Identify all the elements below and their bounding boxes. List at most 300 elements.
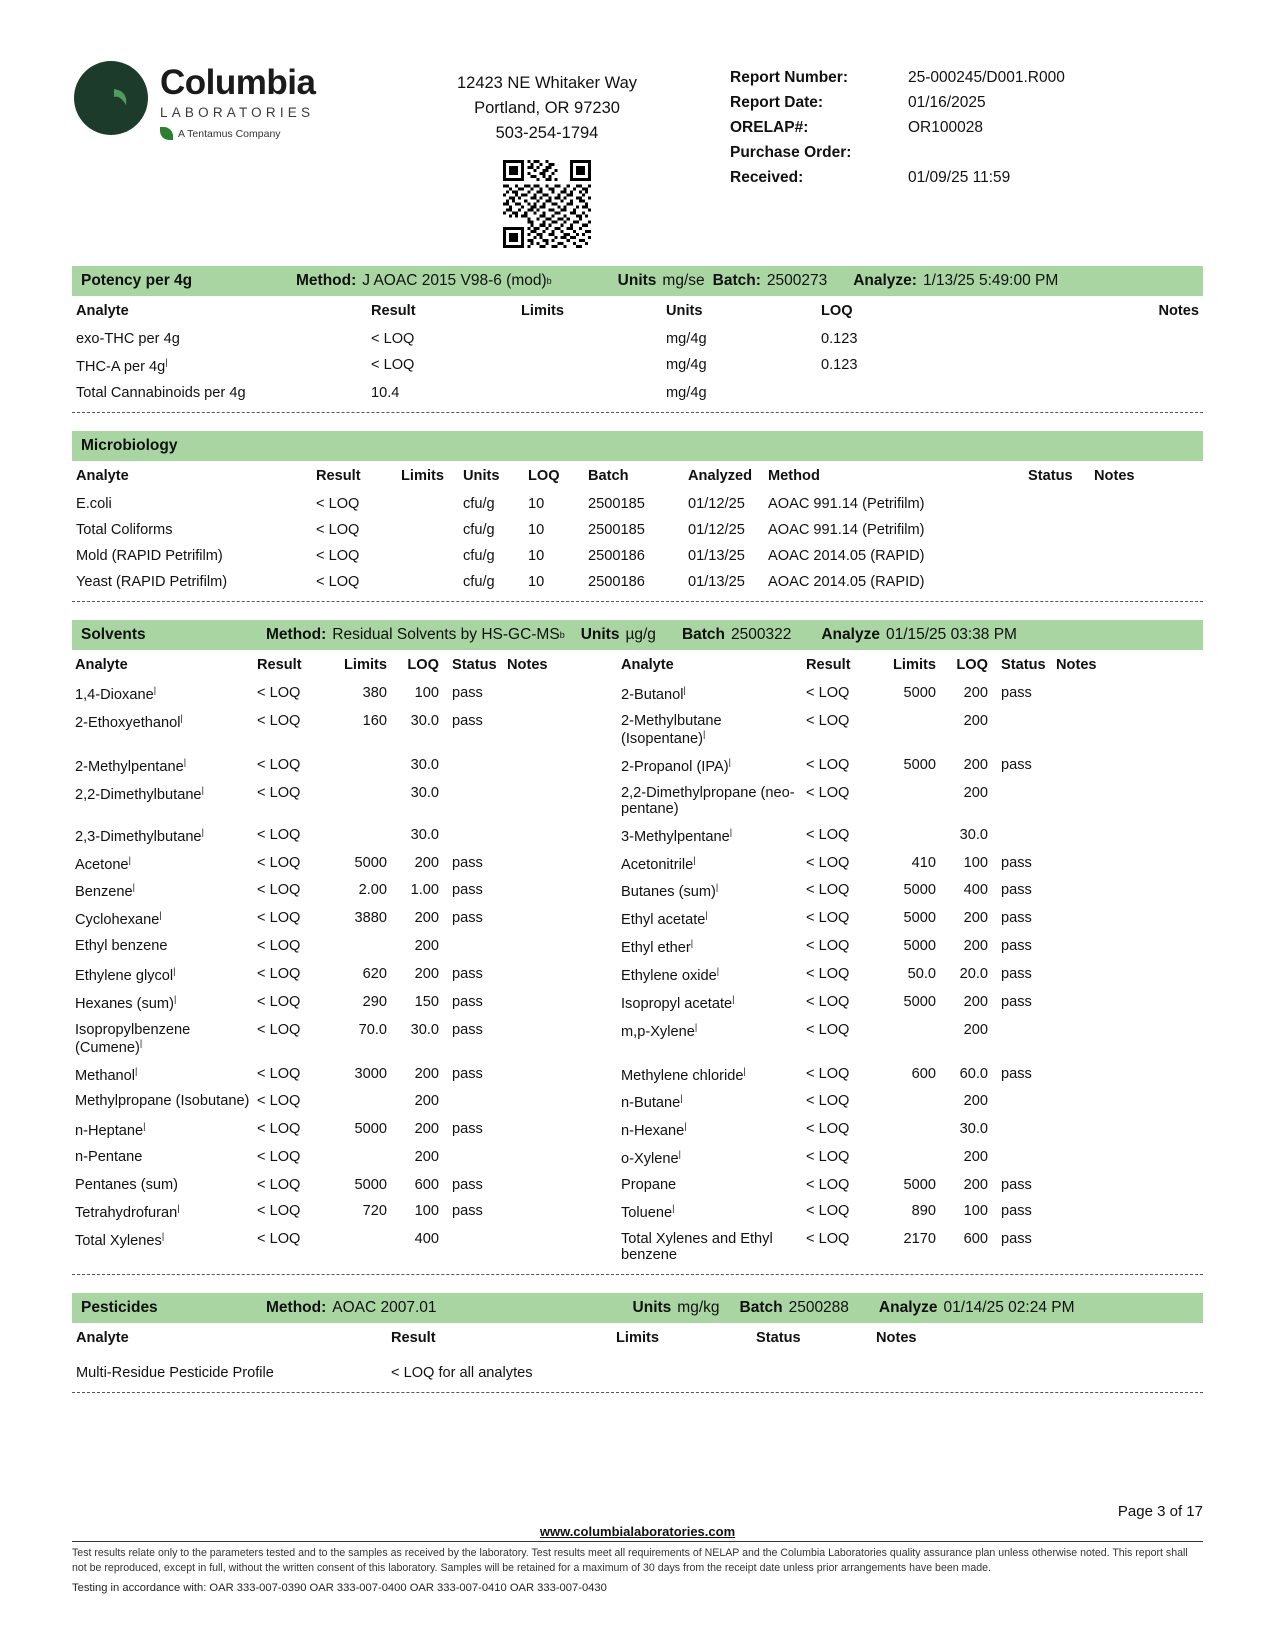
table-row: [72, 1061, 1203, 1089]
pesticides-units-label: Units: [632, 1298, 672, 1316]
micro-status: [1024, 543, 1090, 569]
solv-r-status: pass: [1001, 882, 1032, 899]
micro-limits: [397, 491, 459, 517]
micro-result: < LOQ: [316, 496, 360, 513]
micro-col-batch: Batch: [588, 468, 629, 485]
solv-r-result: < LOQ: [806, 826, 850, 843]
potency-units-label: Units: [617, 272, 657, 290]
solv-l-notes: [504, 1198, 602, 1226]
solv-l-loq: 200: [414, 910, 439, 927]
micro-units: cfu/g: [463, 548, 495, 565]
solv-r-limits: [881, 822, 939, 850]
solv-r-loq: 100: [963, 1202, 988, 1219]
solv-l-limits: [332, 1144, 390, 1172]
micro-loq: 10: [528, 548, 545, 565]
table-row: [72, 569, 1203, 595]
pest-result: < LOQ for all analytes: [391, 1364, 533, 1381]
solv-l-result: < LOQ: [257, 1065, 301, 1082]
table-row: [72, 989, 1203, 1017]
solvents-analyze-value: 01/15/25 03:38 PM: [885, 626, 1017, 644]
micro-analyzed: 01/13/25: [688, 548, 745, 565]
micro-status: [1024, 491, 1090, 517]
micro-batch: 2500185: [588, 522, 645, 539]
pest-col-status: Status: [756, 1329, 801, 1346]
solv-r-limits: [881, 780, 939, 822]
solvents-column-gap: [602, 961, 618, 989]
pest-status: [752, 1353, 872, 1386]
solv-l-loq: 200: [414, 1121, 439, 1138]
solvents-column-gap: [602, 877, 618, 905]
solv-l-notes: [504, 1144, 602, 1172]
solv-r-analyte: 2,2-Dimethylpropane (neo-pentane): [621, 784, 795, 817]
solv-r-result: < LOQ: [806, 1093, 850, 1110]
potency-result: 10.4: [371, 385, 400, 402]
solv-l-status: [442, 933, 504, 961]
logo-subtitle: LABORATORIES: [160, 105, 315, 120]
micro-col-units: Units: [463, 468, 500, 485]
lab-address: [402, 55, 692, 248]
page-number: Page 3 of 17: [1117, 1503, 1203, 1521]
solv-r-limits: 2170: [903, 1230, 936, 1247]
pesticides-table: [72, 1323, 1203, 1386]
solv-r-result: < LOQ: [806, 1149, 850, 1166]
micro-col-limits: Limits: [401, 468, 444, 485]
report-number-label: Report Number:: [730, 69, 848, 86]
solv-l-col-loq: LOQ: [407, 657, 439, 674]
solv-l-notes: [504, 780, 602, 822]
solv-r-status: pass: [1001, 1065, 1032, 1082]
micro-batch: 2500186: [588, 548, 645, 565]
solv-r-col-analyte: Analyte: [621, 657, 674, 674]
qr-code-icon: [503, 160, 591, 248]
solv-r-status: pass: [1001, 993, 1032, 1010]
table-row: [72, 877, 1203, 905]
solv-r-status: [991, 822, 1053, 850]
pesticides-method-value: AOAC 2007.01: [332, 1298, 437, 1316]
micro-analyte: Yeast (RAPID Petrifilm): [76, 574, 228, 591]
potency-limits: [517, 326, 662, 352]
solv-r-analyte: Acetonitrile|: [621, 854, 696, 873]
micro-method: AOAC 2014.05 (RAPID): [768, 574, 925, 591]
solv-r-result: < LOQ: [806, 882, 850, 899]
solv-l-limits: 5000: [354, 1121, 387, 1138]
solv-l-result: < LOQ: [257, 1021, 301, 1038]
solv-l-notes: [504, 752, 602, 780]
solv-l-status: [442, 752, 504, 780]
solv-l-loq: 30.0: [410, 784, 439, 801]
potency-analyte: exo-THC per 4g: [76, 331, 180, 348]
solv-l-result: < LOQ: [257, 938, 301, 955]
solv-r-result: < LOQ: [806, 938, 850, 955]
solv-l-analyte: Acetone|: [75, 854, 131, 873]
potency-method-sup: b: [546, 276, 552, 287]
potency-units: mg/4g: [666, 357, 707, 374]
solv-r-analyte: Methylene chloride|: [621, 1065, 746, 1084]
solv-l-limits: [332, 822, 390, 850]
solv-l-status: pass: [452, 965, 483, 982]
solv-r-analyte: Toluene|: [621, 1202, 675, 1221]
potency-col-notes: Notes: [1158, 303, 1199, 320]
solv-l-analyte: Tetrahydrofuran|: [75, 1202, 180, 1221]
solv-r-result: < LOQ: [806, 685, 850, 702]
pesticides-section-band: [72, 1293, 1203, 1323]
potency-limits: [517, 352, 662, 380]
solv-r-notes: [1053, 822, 1203, 850]
micro-status: [1024, 517, 1090, 543]
report-header: [72, 0, 1203, 248]
solv-l-analyte: Total Xylenes|: [75, 1230, 165, 1249]
solv-l-status: pass: [452, 993, 483, 1010]
meta-row-report-number: [730, 69, 1065, 87]
meta-row-orelap: [730, 119, 1065, 137]
solv-r-limits: [881, 1017, 939, 1061]
micro-batch: 2500185: [588, 496, 645, 513]
potency-batch-value: 2500273: [766, 272, 828, 290]
solv-r-result: < LOQ: [806, 1021, 850, 1038]
solv-l-limits: 620: [362, 965, 387, 982]
solv-r-result: < LOQ: [806, 712, 850, 729]
solv-l-analyte: Pentanes (sum): [75, 1176, 179, 1193]
solvents-table: [72, 650, 1203, 1268]
microbiology-divider: [72, 601, 1203, 602]
solv-l-limits: 5000: [354, 1176, 387, 1193]
solv-r-analyte: m,p-Xylene|: [621, 1021, 698, 1040]
solv-l-result: < LOQ: [257, 854, 301, 871]
report-number-value: 25-000245/D001.R000: [908, 69, 1065, 86]
solv-l-status: pass: [452, 1021, 483, 1038]
table-row: [72, 1144, 1203, 1172]
potency-batch-label: Batch:: [712, 272, 761, 290]
solv-r-notes: [1053, 752, 1203, 780]
solv-r-analyte: n-Butane|: [621, 1093, 683, 1112]
solv-r-result: < LOQ: [806, 1176, 850, 1193]
solv-l-notes: [504, 1116, 602, 1144]
potency-analyte: THC-A per 4g|: [76, 357, 168, 376]
solv-l-analyte: 2,3-Dimethylbutane|: [75, 826, 204, 845]
micro-col-loq: LOQ: [528, 468, 560, 485]
micro-method: AOAC 991.14 (Petrifilm): [768, 522, 925, 539]
solv-l-limits: [332, 933, 390, 961]
qr-code-wrapper: [402, 160, 692, 248]
footer-divider: [72, 1541, 1203, 1542]
solv-r-analyte: Butanes (sum)|: [621, 882, 719, 901]
solv-l-status: pass: [452, 1202, 483, 1219]
solv-r-limits: 5000: [903, 993, 936, 1010]
solv-r-status: pass: [1001, 965, 1032, 982]
solvents-column-gap: [602, 752, 618, 780]
pest-notes: [872, 1353, 1203, 1386]
solv-r-notes: [1053, 1088, 1203, 1116]
logo-title: Columbia: [160, 63, 316, 102]
solv-r-limits: 5000: [903, 756, 936, 773]
pest-col-limits: Limits: [616, 1329, 659, 1346]
solv-r-status: [991, 1116, 1053, 1144]
solv-r-limits: 890: [911, 1202, 936, 1219]
solv-r-status: pass: [1001, 938, 1032, 955]
report-footer: [72, 1503, 1203, 1594]
solv-r-status: pass: [1001, 1202, 1032, 1219]
solv-r-loq: 30.0: [959, 826, 988, 843]
solv-l-analyte: n-Pentane: [75, 1149, 143, 1166]
solv-r-result: < LOQ: [806, 756, 850, 773]
solv-l-loq: 200: [414, 938, 439, 955]
solv-r-notes: [1053, 961, 1203, 989]
micro-units: cfu/g: [463, 574, 495, 591]
solv-l-result: < LOQ: [257, 826, 301, 843]
table-row: [72, 491, 1203, 517]
pesticides-method-label: Method:: [266, 1298, 327, 1316]
micro-notes: [1090, 569, 1203, 595]
pesticides-divider: [72, 1392, 1203, 1393]
meta-row-received: [730, 169, 1065, 187]
solv-r-analyte: Ethyl ether|: [621, 938, 694, 956]
solv-r-loq: 30.0: [959, 1121, 988, 1138]
solv-r-analyte: o-Xylene|: [621, 1149, 681, 1167]
solv-r-status: pass: [1001, 1230, 1032, 1247]
solv-l-status: pass: [452, 882, 483, 899]
solv-l-analyte: n-Heptane|: [75, 1121, 146, 1140]
solv-r-loq: 200: [963, 910, 988, 927]
pest-col-analyte: Analyte: [76, 1329, 129, 1346]
address-line-1: 12423 NE Whitaker Way: [456, 74, 638, 92]
potency-loq: 0.123: [821, 357, 858, 374]
potency-notes: [1022, 352, 1203, 380]
potency-result: < LOQ: [371, 357, 415, 374]
solv-r-loq: 200: [963, 756, 988, 773]
solvents-column-gap: [602, 780, 618, 822]
micro-col-status: Status: [1028, 468, 1073, 485]
potency-header-row: [72, 296, 1203, 326]
table-row: [72, 850, 1203, 878]
table-row: [72, 1017, 1203, 1061]
table-row: [72, 380, 1203, 406]
micro-analyzed: 01/12/25: [688, 496, 745, 513]
micro-analyte: E.coli: [76, 496, 112, 513]
solv-l-notes: [504, 1088, 602, 1116]
micro-method: AOAC 2014.05 (RAPID): [768, 548, 925, 565]
solv-l-loq: 200: [414, 1149, 439, 1166]
micro-units: cfu/g: [463, 522, 495, 539]
solv-l-status: pass: [452, 1065, 483, 1082]
solv-r-limits: 410: [911, 854, 936, 871]
pesticides-batch-label: Batch: [739, 1298, 783, 1316]
micro-analyte: Mold (RAPID Petrifilm): [76, 548, 223, 565]
pest-col-notes: Notes: [876, 1329, 917, 1346]
solv-l-loq: 200: [414, 854, 439, 871]
solv-r-result: < LOQ: [806, 784, 850, 801]
solvents-column-gap: [602, 1116, 618, 1144]
solvents-units-value: µg/g: [625, 626, 656, 644]
solv-r-status: [991, 708, 1053, 752]
table-row: [72, 543, 1203, 569]
micro-result: < LOQ: [316, 522, 360, 539]
micro-limits: [397, 569, 459, 595]
micro-col-analyte: Analyte: [76, 468, 129, 485]
purchase-order-label: Purchase Order:: [730, 144, 852, 161]
solv-l-result: < LOQ: [257, 1230, 301, 1247]
website-link[interactable]: www.columbialaboratories.com: [539, 1524, 736, 1540]
solv-l-loq: 30.0: [410, 712, 439, 729]
solv-l-notes: [504, 961, 602, 989]
potency-notes: [1022, 326, 1203, 352]
table-row: [72, 1226, 1203, 1268]
solv-r-analyte: 2-Methylbutane (Isopentane)|: [621, 712, 722, 747]
solv-r-status: pass: [1001, 685, 1032, 702]
solv-l-status: [442, 1088, 504, 1116]
report-date-label: Report Date:: [730, 94, 824, 111]
solv-l-loq: 150: [414, 993, 439, 1010]
solv-r-analyte: 3-Methylpentane|: [621, 826, 733, 845]
micro-notes: [1090, 543, 1203, 569]
solv-r-analyte: n-Hexane|: [621, 1121, 687, 1140]
solv-r-status: pass: [1001, 910, 1032, 927]
solv-l-notes: [504, 850, 602, 878]
solvents-column-gap: [602, 933, 618, 961]
micro-analyte: Total Coliforms: [76, 522, 173, 539]
microbiology-section-band: [72, 431, 1203, 461]
potency-title: Potency per 4g: [81, 272, 193, 290]
solv-r-analyte: Total Xylenes and Ethyl benzene: [621, 1230, 773, 1263]
solvents-column-gap: [602, 680, 618, 708]
microbiology-table: [72, 461, 1203, 595]
solv-r-limits: 600: [911, 1065, 936, 1082]
solv-r-notes: [1053, 1061, 1203, 1089]
solv-l-analyte: Hexanes (sum)|: [75, 993, 177, 1012]
solv-l-result: < LOQ: [257, 882, 301, 899]
solv-l-notes: [504, 933, 602, 961]
solv-l-status: [442, 822, 504, 850]
tentamus-line: [160, 127, 315, 140]
solv-r-result: < LOQ: [806, 1065, 850, 1082]
pesticides-analyze-label: Analyze: [878, 1298, 938, 1316]
solvents-column-gap: [602, 708, 618, 752]
potency-notes: [1022, 380, 1203, 406]
footer-accreditation: Testing in accordance with: OAR 333-007-0390 OAR 333-007-0400 OAR 333-007-0410 OAR 333-007-0430: [72, 1582, 607, 1594]
solv-r-limits: [881, 1144, 939, 1172]
solv-r-limits: 5000: [903, 685, 936, 702]
solv-r-analyte: 2-Butanol|: [621, 685, 686, 703]
pesticides-batch-value: 2500288: [788, 1298, 849, 1316]
solvents-column-gap: [602, 650, 618, 680]
meta-row-report-date: [730, 94, 1065, 112]
micro-loq: 10: [528, 496, 545, 513]
solv-l-status: [442, 1226, 504, 1268]
solv-r-col-result: Result: [806, 657, 851, 674]
solv-l-loq: 200: [414, 965, 439, 982]
solv-r-notes: [1053, 708, 1203, 752]
solv-r-analyte: Propane: [621, 1176, 677, 1193]
solvents-method-sup: b: [559, 630, 565, 641]
solv-r-notes: [1053, 780, 1203, 822]
solv-r-loq: 100: [963, 854, 988, 871]
solv-r-status: pass: [1001, 756, 1032, 773]
solv-l-notes: [504, 1017, 602, 1061]
solv-l-notes: [504, 1061, 602, 1089]
solv-r-notes: [1053, 989, 1203, 1017]
table-row: [72, 1172, 1203, 1198]
address-line-3: 503-254-1794: [495, 124, 599, 143]
solv-l-loq: 200: [414, 1093, 439, 1110]
solv-r-status: pass: [1001, 1176, 1032, 1193]
potency-col-loq: LOQ: [821, 303, 853, 320]
solv-r-col-notes: Notes: [1056, 657, 1097, 674]
solv-l-analyte: Benzene|: [75, 882, 135, 901]
report-metadata: [730, 55, 1065, 194]
solv-l-limits: [332, 1088, 390, 1116]
solv-r-notes: [1053, 1198, 1203, 1226]
table-row: [72, 1088, 1203, 1116]
micro-notes: [1090, 517, 1203, 543]
table-row: [72, 752, 1203, 780]
solv-l-notes: [504, 989, 602, 1017]
pest-analyte: Multi-Residue Pesticide Profile: [76, 1364, 274, 1381]
company-logo: [72, 55, 402, 140]
solvents-batch-value: 2500322: [731, 626, 792, 644]
table-row: [72, 708, 1203, 752]
solv-l-notes: [504, 1226, 602, 1268]
solv-l-analyte: 2-Ethoxyethanol|: [75, 712, 183, 731]
solvents-column-gap: [602, 1198, 618, 1226]
potency-col-result: Result: [371, 303, 416, 320]
pest-col-result: Result: [391, 1329, 436, 1346]
solvents-column-gap: [602, 1017, 618, 1061]
solv-r-limits: 5000: [903, 910, 936, 927]
solv-r-loq: 200: [963, 993, 988, 1010]
footer-disclaimer: Test results relate only to the parameters tested and to the samples as received by the laboratory. Test results meet all requirements of NELAP and the Columbia Laboratories quality assurance plan unless otherwise noted. This report shall not be reproduced, except in full, without the written consent of this laboratory. Samples will be retained for a maximum of 30 days from the receipt date unless prior arrangements have been made.: [72, 1547, 1188, 1574]
solv-l-notes: [504, 1172, 602, 1198]
micro-col-analyzed: Analyzed: [688, 468, 753, 485]
solv-r-notes: [1053, 1172, 1203, 1198]
table-row: [72, 822, 1203, 850]
solv-l-analyte: Methanol|: [75, 1065, 138, 1084]
solv-l-result: < LOQ: [257, 993, 301, 1010]
solv-r-notes: [1053, 1144, 1203, 1172]
potency-method-value: J AOAC 2015 V98-6 (mod): [362, 272, 547, 290]
solvents-column-gap: [602, 1088, 618, 1116]
solv-r-status: [991, 780, 1053, 822]
solv-r-analyte: 2-Propanol (IPA)|: [621, 756, 731, 775]
meta-row-purchase-order: [730, 144, 1065, 162]
potency-loq: 0.123: [821, 331, 858, 348]
potency-units: mg/4g: [666, 331, 707, 348]
micro-limits: [397, 517, 459, 543]
solv-l-limits: [332, 780, 390, 822]
potency-analyze-label: Analyze:: [853, 272, 917, 290]
leaf-icon: [160, 127, 173, 140]
solv-l-col-notes: Notes: [507, 657, 548, 674]
solv-l-notes: [504, 680, 602, 708]
solv-l-loq: 30.0: [410, 1021, 439, 1038]
solv-r-col-limits: Limits: [893, 657, 936, 674]
pesticides-analyze-value: 01/14/25 02:24 PM: [943, 1298, 1075, 1316]
table-row: [72, 352, 1203, 380]
solv-l-analyte: 2-Methylpentane|: [75, 756, 187, 775]
solv-l-loq: 100: [414, 1202, 439, 1219]
solv-r-limits: [881, 1116, 939, 1144]
pesticides-units-value: mg/kg: [677, 1298, 720, 1316]
solv-l-limits: 290: [362, 993, 387, 1010]
solv-l-col-result: Result: [257, 657, 302, 674]
micro-loq: 10: [528, 522, 545, 539]
solv-l-result: < LOQ: [257, 1121, 301, 1138]
solvents-method-label: Method:: [266, 626, 327, 644]
micro-notes: [1090, 491, 1203, 517]
potency-col-units: Units: [666, 303, 703, 320]
table-row: [72, 326, 1203, 352]
solv-r-notes: [1053, 905, 1203, 933]
solv-l-status: pass: [452, 712, 483, 729]
solvents-header-row: [72, 650, 1203, 680]
